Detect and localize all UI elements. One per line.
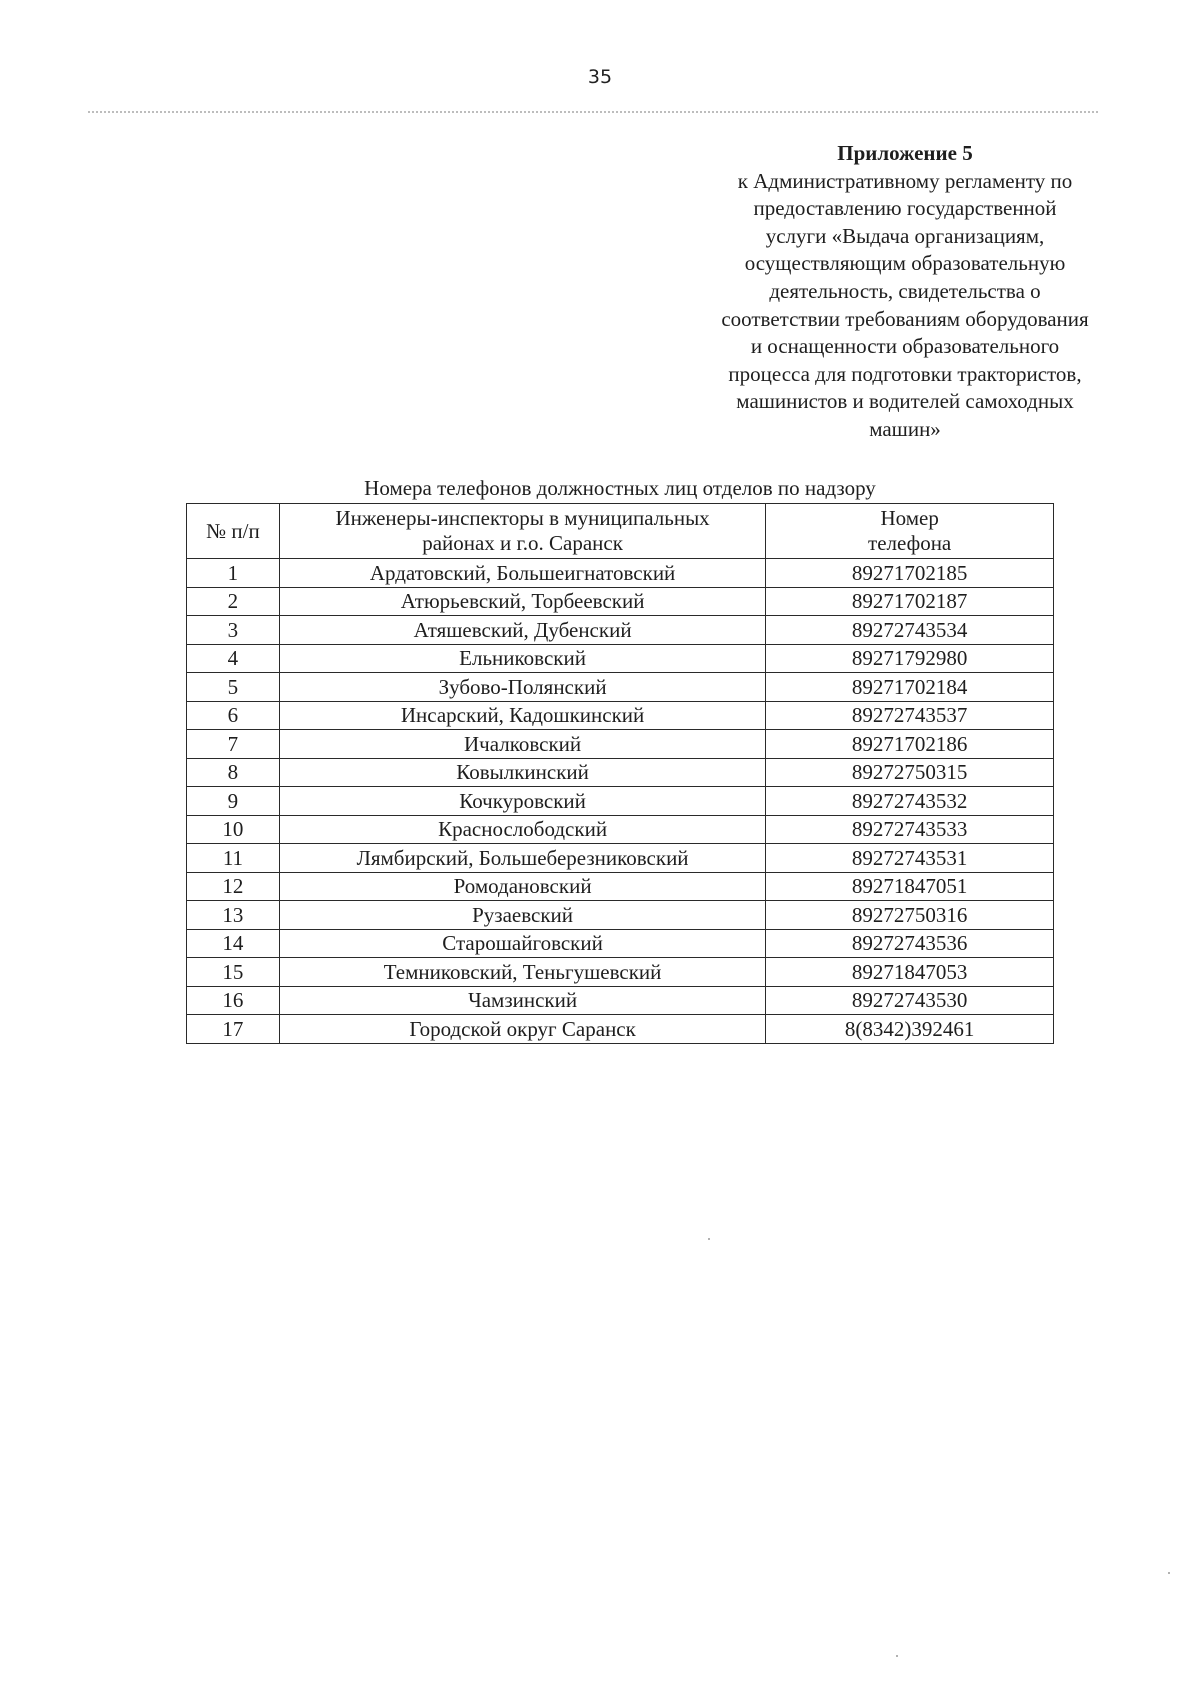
cell-phone: 89272743533 — [766, 815, 1054, 844]
cell-district: Ромодановский — [279, 872, 765, 901]
phones-table — [186, 503, 1054, 1044]
table-row — [187, 872, 1054, 901]
cell-phone: 89272743532 — [766, 787, 1054, 816]
appendix-line: машинистов и водителей самоходных — [736, 389, 1074, 414]
table-header-row — [187, 504, 1054, 559]
appendix-line: предоставлению государственной — [753, 196, 1057, 221]
appendix-line: процесса для подготовки трактористов, — [728, 361, 1082, 386]
cell-phone: 89272743536 — [766, 929, 1054, 958]
table-row — [187, 616, 1054, 645]
cell-district: Ардатовский, Большеигнатовский — [279, 559, 765, 588]
cell-phone: 8(8342)392461 — [766, 1015, 1054, 1044]
table-row — [187, 929, 1054, 958]
cell-num: 9 — [187, 787, 280, 816]
cell-phone: 89272743530 — [766, 986, 1054, 1015]
cell-district: Атюрьевский, Торбеевский — [279, 587, 765, 616]
cell-num: 10 — [187, 815, 280, 844]
appendix-line: соответствии требованиям оборудования — [721, 306, 1089, 331]
appendix-line: услуги «Выдача организациям, — [765, 223, 1045, 248]
appendix-header — [680, 140, 1130, 444]
cell-num: 11 — [187, 844, 280, 873]
table-row — [187, 730, 1054, 759]
cell-num: 6 — [187, 701, 280, 730]
cell-phone: 89271702184 — [766, 673, 1054, 702]
table-row — [187, 986, 1054, 1015]
cell-district: Краснослободский — [279, 815, 765, 844]
cell-phone: 89271847051 — [766, 872, 1054, 901]
cell-phone: 89272750315 — [766, 758, 1054, 787]
cell-phone: 89271702187 — [766, 587, 1054, 616]
appendix-line: осуществляющим образовательную — [744, 251, 1066, 276]
cell-phone: 89271847053 — [766, 958, 1054, 987]
appendix-title: Приложение 5 — [837, 141, 973, 165]
cell-phone: 89271702185 — [766, 559, 1054, 588]
table-row — [187, 587, 1054, 616]
table-row — [187, 901, 1054, 930]
cell-district: Инсарский, Кадошкинский — [279, 701, 765, 730]
table-row — [187, 701, 1054, 730]
cell-district: Рузаевский — [279, 901, 765, 930]
table-caption: Номера телефонов должностных лиц отделов по надзору — [364, 476, 876, 500]
scan-speck — [708, 1238, 710, 1240]
cell-district: Чамзинский — [279, 986, 765, 1015]
cell-phone: 89272743534 — [766, 616, 1054, 645]
cell-district: Ковылкинский — [279, 758, 765, 787]
table-row — [187, 1015, 1054, 1044]
table-row — [187, 815, 1054, 844]
cell-num: 7 — [187, 730, 280, 759]
cell-num: 4 — [187, 644, 280, 673]
cell-num: 1 — [187, 559, 280, 588]
header-district-line: районах и г.о. Саранск — [422, 531, 623, 555]
cell-num: 14 — [187, 929, 280, 958]
cell-num: 2 — [187, 587, 280, 616]
cell-district: Атяшевский, Дубенский — [279, 616, 765, 645]
page-number: 35 — [587, 66, 613, 88]
cell-district: Темниковский, Теньгушевский — [279, 958, 765, 987]
table-row — [187, 559, 1054, 588]
cell-num: 13 — [187, 901, 280, 930]
scan-artifact-line — [88, 111, 1098, 113]
table-row — [187, 958, 1054, 987]
cell-num: 17 — [187, 1015, 280, 1044]
cell-district: Лямбирский, Большеберезниковский — [279, 844, 765, 873]
table-row — [187, 844, 1054, 873]
cell-phone: 89272743531 — [766, 844, 1054, 873]
header-phone-line: Номер — [880, 506, 939, 530]
table-row — [187, 673, 1054, 702]
cell-phone: 89271702186 — [766, 730, 1054, 759]
cell-district: Старошайговский — [279, 929, 765, 958]
header-district-line: Инженеры-инспекторы в муниципальных — [335, 506, 710, 530]
cell-district: Ичалковский — [279, 730, 765, 759]
table-row — [187, 758, 1054, 787]
cell-num: 16 — [187, 986, 280, 1015]
cell-phone: 89272743537 — [766, 701, 1054, 730]
scan-speck — [896, 1655, 898, 1657]
cell-district: Зубово-Полянский — [279, 673, 765, 702]
appendix-line: к Административному регламенту по — [737, 168, 1073, 193]
table-row — [187, 787, 1054, 816]
cell-num: 8 — [187, 758, 280, 787]
appendix-line: и оснащенности образовательного — [750, 334, 1060, 359]
cell-phone: 89271792980 — [766, 644, 1054, 673]
appendix-line: машин» — [869, 416, 941, 441]
cell-num: 12 — [187, 872, 280, 901]
cell-phone: 89272750316 — [766, 901, 1054, 930]
cell-num: 15 — [187, 958, 280, 987]
cell-district: Городской округ Саранск — [279, 1015, 765, 1044]
cell-num: 3 — [187, 616, 280, 645]
cell-num: 5 — [187, 673, 280, 702]
header-num: № п/п — [187, 504, 280, 559]
cell-district: Кочкуровский — [279, 787, 765, 816]
header-phone-line: телефона — [868, 531, 952, 555]
appendix-line: деятельность, свидетельства о — [769, 278, 1041, 303]
table-row — [187, 644, 1054, 673]
scan-speck — [1168, 1572, 1170, 1574]
header-district — [279, 504, 765, 559]
header-phone — [766, 504, 1054, 559]
cell-district: Ельниковский — [279, 644, 765, 673]
